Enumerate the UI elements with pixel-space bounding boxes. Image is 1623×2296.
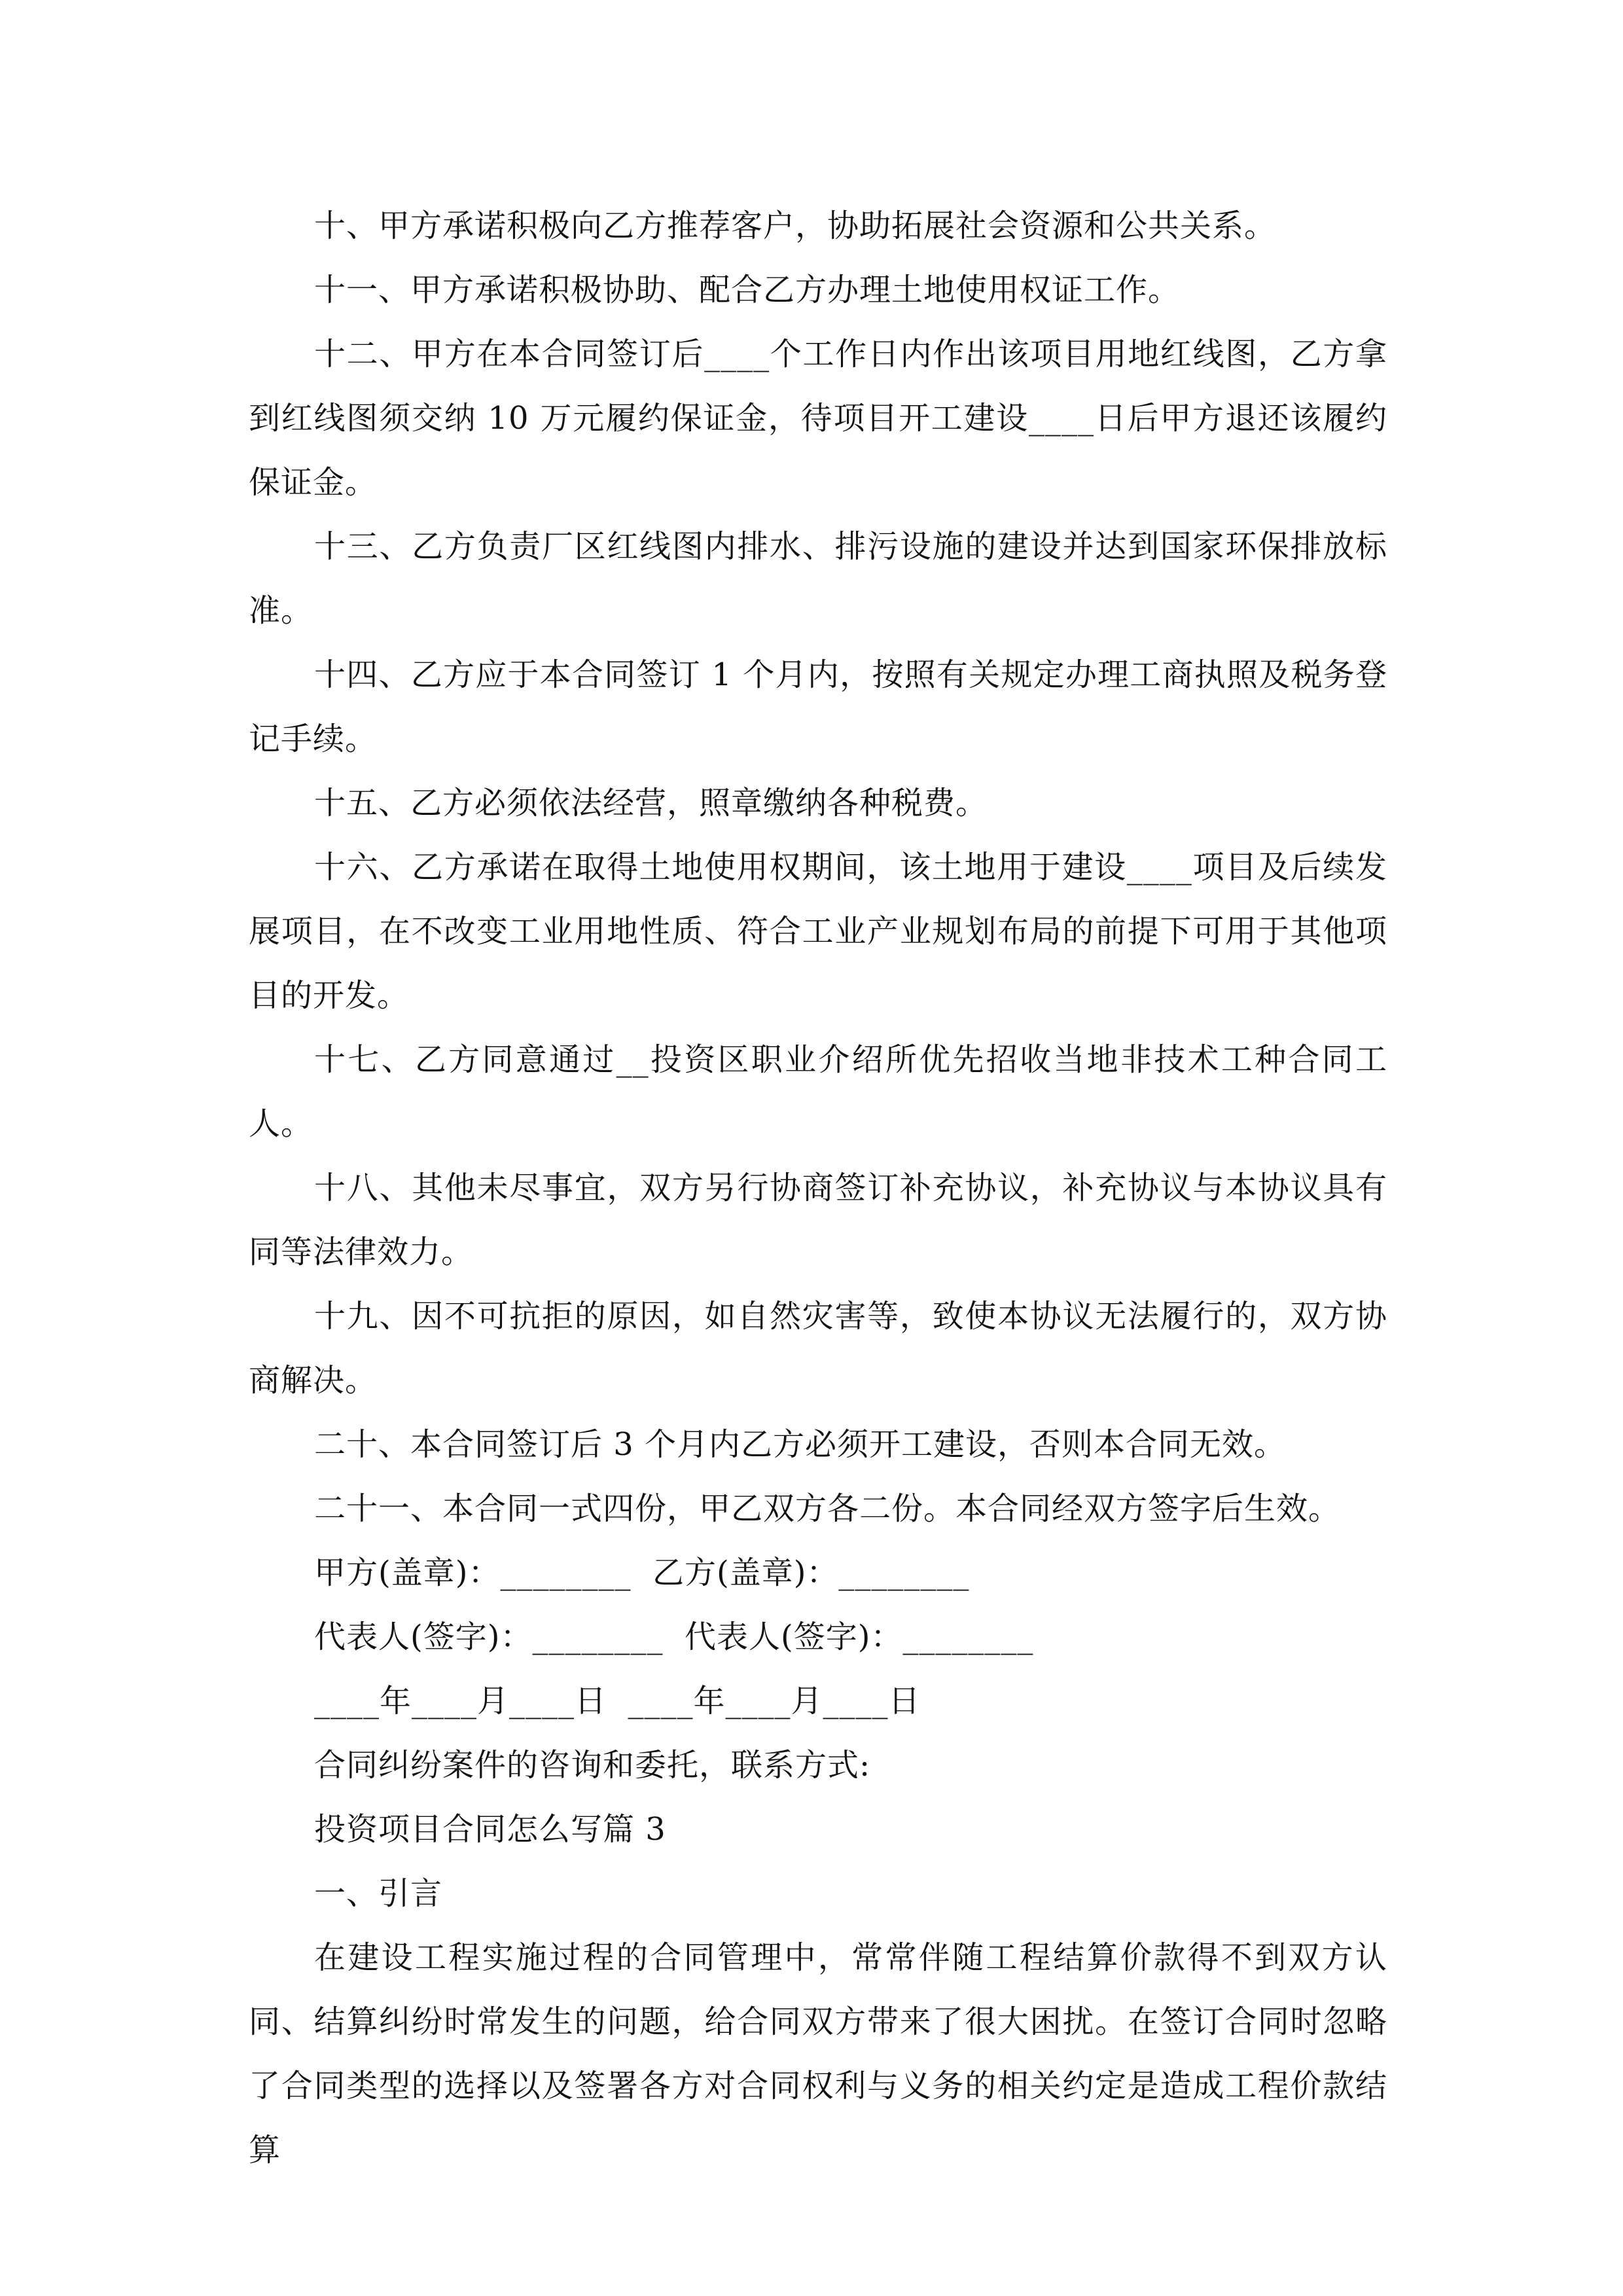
clause-12: 十二、甲方在本合同签订后____个工作日内作出该项目用地红线图，乙方拿到红线图须交纳 10 万元履约保证金，待项目开工建设____日后甲方退还该履约保证金。 — [249, 336, 1387, 501]
intro-paragraph: 在建设工程实施过程的合同管理中，常常伴随工程结算价款得不到双方认同、结算纠纷时常发生的问题，给合同双方带来了很大困扰。在签订合同时忽略了合同类型的选择以及签署各方对合同权利与义务的相关约定是造成工程价款结算 — [249, 1939, 1387, 2168]
heading-introduction: 一、引言 — [314, 1875, 443, 1912]
clause-19: 十九、因不可抗拒的原因，如自然灾害等，致使本协议无法履行的，双方协商解决。 — [249, 1298, 1387, 1399]
contact-line: 合同纠纷案件的咨询和委托，联系方式: — [314, 1747, 871, 1784]
clause-17: 十七、乙方同意通过__投资区职业介绍所优先招收当地非技术工种合同工人。 — [249, 1041, 1387, 1142]
clause-16: 十六、乙方承诺在取得土地使用权期间，该土地用于建设____项目及后续发展项目，在不改变工业用地性质、符合工业产业规划布局的前提下可用于其他项目的开发。 — [249, 849, 1387, 1014]
signature-seal-line: 甲方(盖章)：________ 乙方(盖章)：________ — [314, 1554, 970, 1591]
clause-21: 二十一、本合同一式四份，甲乙双方各二份。本合同经双方签字后生效。 — [314, 1490, 1341, 1527]
section-title: 投资项目合同怎么写篇 3 — [314, 1811, 666, 1848]
signature-representative-line: 代表人(签字)：________ 代表人(签字)：________ — [314, 1619, 1034, 1655]
clause-11: 十一、甲方承诺积极协助、配合乙方办理土地使用权证工作。 — [314, 272, 1181, 308]
document-page — [249, 194, 1387, 2182]
signature-date-line: ____年____月____日 ____年____月____日 — [314, 1683, 921, 1719]
clause-13: 十三、乙方负责厂区红线图内排水、排污设施的建设并达到国家环保排放标准。 — [249, 528, 1387, 629]
clause-14: 十四、乙方应于本合同签订 1 个月内，按照有关规定办理工商执照及税务登记手续。 — [249, 656, 1387, 757]
clause-10: 十、甲方承诺积极向乙方推荐客户，协助拓展社会资源和公共关系。 — [314, 207, 1277, 244]
clause-20: 二十、本合同签订后 3 个月内乙方必须开工建设，否则本合同无效。 — [314, 1426, 1287, 1463]
clause-18: 十八、其他未尽事宜，双方另行协商签订补充协议，补充协议与本协议具有同等法律效力。 — [249, 1170, 1387, 1270]
clause-15: 十五、乙方必须依法经营，照章缴纳各种税费。 — [314, 785, 988, 821]
